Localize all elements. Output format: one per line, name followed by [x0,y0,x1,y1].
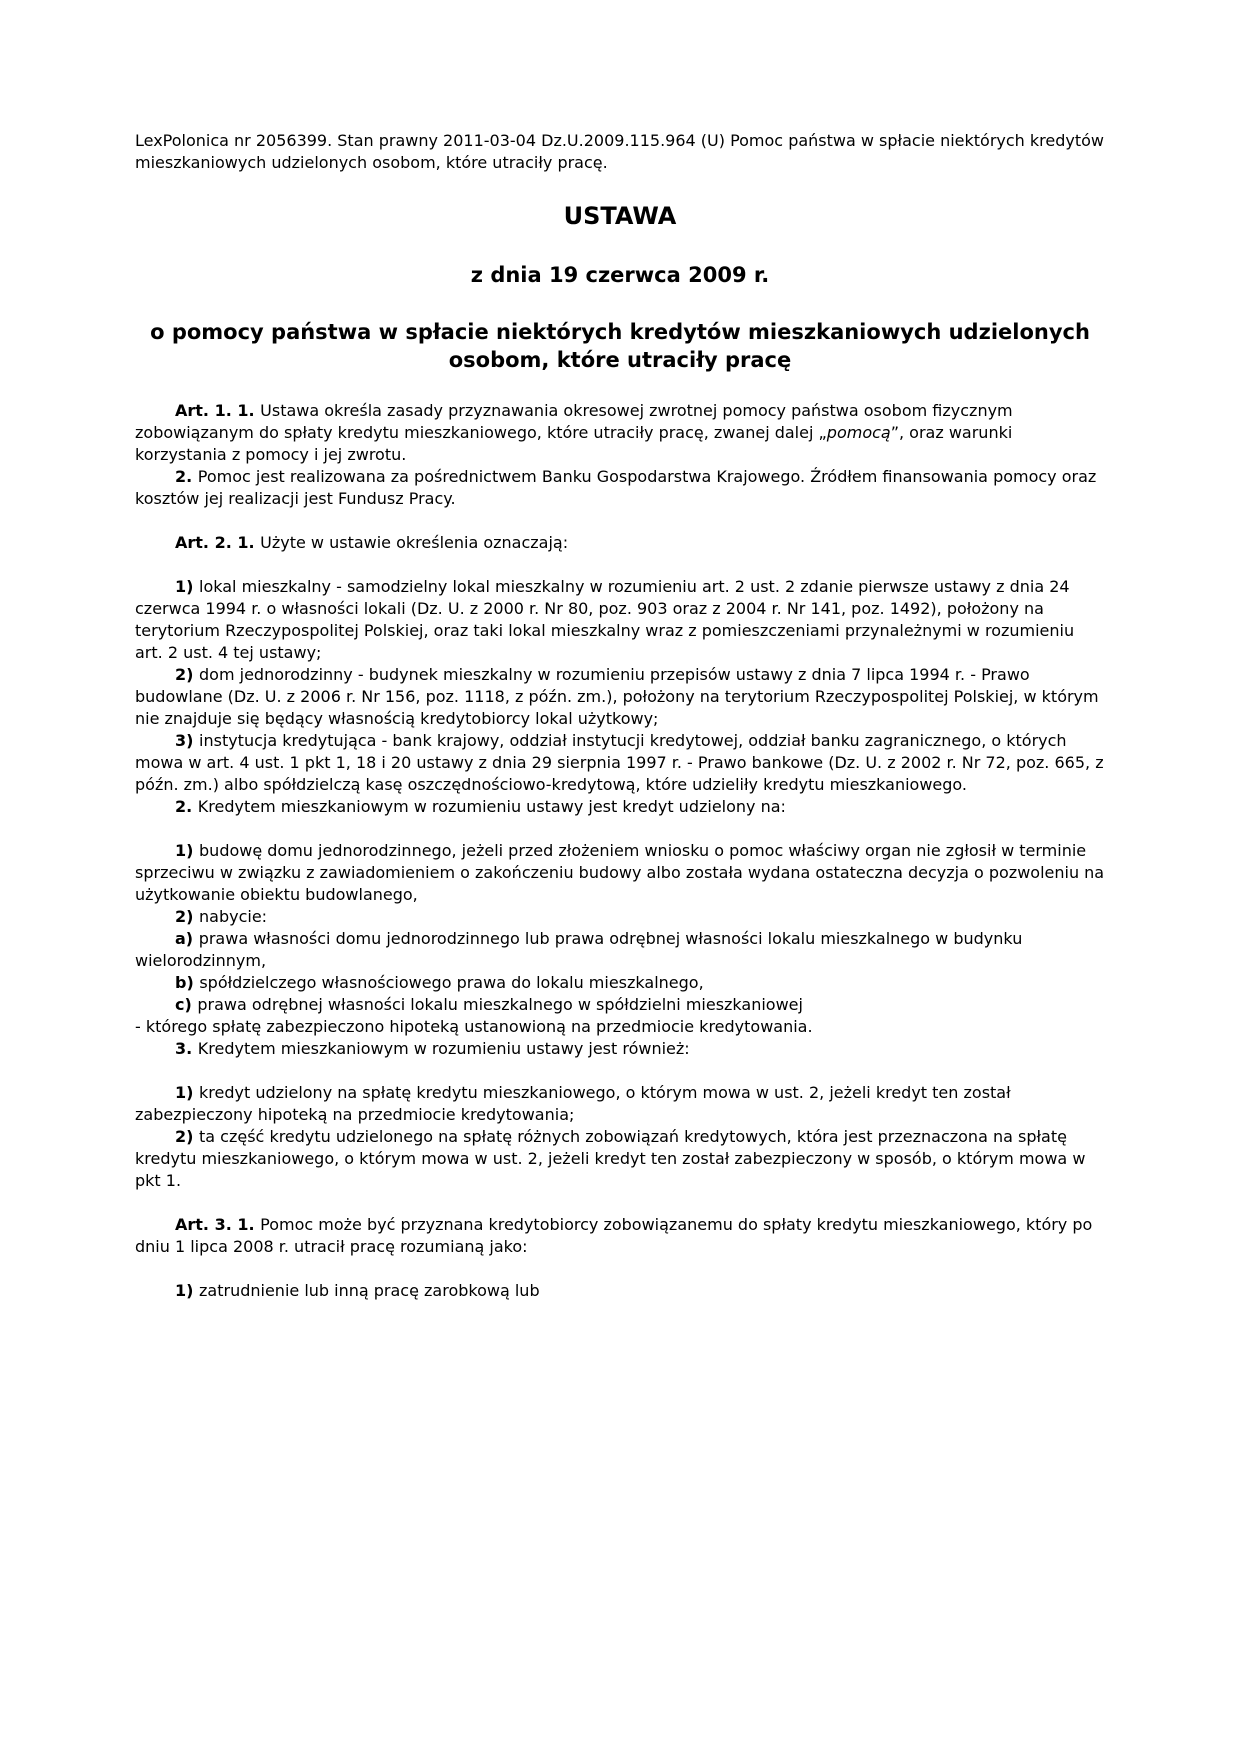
paragraph-marker: a) [175,929,199,948]
document-body [135,400,1105,1302]
paragraph-text: - którego spłatę zabezpieczono hipoteką ustanowioną na przedmiocie kredytowania. [135,1017,813,1036]
paragraph-marker: 2) [175,665,200,684]
paragraph-text: budowę domu jednorodzinnego, jeżeli przed złożeniem wniosku o pomoc właściwy organ nie zgłosił w terminie sprzeciwu w związku z zawiadomieniem o zakończeniu budowy albo została wydana ostateczna decyzja o pozwoleniu na użytkowanie obiektu budowlanego, [135,841,1105,904]
paragraph-marker: c) [175,995,198,1014]
paragraph-text: lokal mieszkalny - samodzielny lokal mieszkalny w rozumieniu art. 2 ust. 2 zdanie pierwsze ustawy z dnia 24 czerwca 1994 r. o własności lokali (Dz. U. z 2000 r. Nr 80, poz. 903 oraz z 2004 r. Nr 141, poz. 1492), położony na terytorium Rzeczypospolitej Polskiej, oraz taki lokal mieszkalny wraz z pomieszczeniami przynależnymi w rozumieniu art. 2 ust. 4 tej ustawy; [135,577,1075,662]
paragraph [135,906,1105,928]
paragraph-text: zatrudnienie lub inną pracę zarobkową lub [199,1281,540,1300]
paragraph [135,972,1105,994]
paragraph-marker: 1) [175,841,200,860]
paragraph [135,1016,1105,1038]
paragraph-text: prawa własności domu jednorodzinnego lub prawa odrębnej własności lokalu mieszkalnego w budynku wielorodzinnym, [135,929,1023,970]
paragraph-marker: 2. [175,467,198,486]
paragraph [135,400,1105,466]
paragraph-text: Użyte w ustawie określenia oznaczają: [260,533,569,552]
paragraph [135,576,1105,664]
paragraph-text: ta część kredytu udzielonego na spłatę różnych zobowiązań kredytowych, która jest przeznaczona na spłatę kredytu mieszkaniowego, o którym mowa w ust. 2, jeżeli kredyt ten został zabezpieczony w sposób, o którym mowa w pkt 1. [135,1127,1086,1190]
act-date: z dnia 19 czerwca 2009 r. [470,263,770,287]
paragraph [135,994,1105,1016]
paragraph-text: Pomoc może być przyznana kredytobiorcy zobowiązanemu do spłaty kredytu mieszkaniowego, który po dniu 1 lipca 2008 r. utracił pracę rozumianą jako: [135,1215,1093,1256]
paragraph-text: Kredytem mieszkaniowym w rozumieniu ustawy jest kredyt udzielony na: [197,797,786,816]
paragraph-marker: 1) [175,577,200,596]
paragraph-text: dom jednorodzinny - budynek mieszkalny w rozumieniu przepisów ustawy z dnia 7 lipca 1994 r. - Prawo budowlane (Dz. U. z 2006 r. Nr 156, poz. 1118, z późn. zm.), położony na terytorium Rzeczypospolitej Polskiej, w którym nie znajduje się będący własnością kredytobiorcy lokal użytkowy; [135,665,1099,728]
paragraph-text: spółdzielczego własnościowego prawa do lokalu mieszkalnego, [199,973,704,992]
paragraph [135,664,1105,730]
paragraph-text: Pomoc jest realizowana za pośrednictwem Banku Gospodarstwa Krajowego. Źródłem finansowania pomocy oraz kosztów jej realizacji jest Fundusz Pracy. [135,467,1097,508]
act-title: USTAWA [563,202,677,230]
paragraph-marker: 3) [175,731,200,750]
paragraph [135,532,1105,554]
paragraph-marker: 1) [175,1281,200,1300]
paragraph-text: nabycie: [199,907,268,926]
paragraph [135,796,1105,818]
paragraph [135,840,1105,906]
paragraph-marker: Art. 3. 1. [175,1215,261,1234]
paragraph-text: kredyt udzielony na spłatę kredytu mieszkaniowego, o którym mowa w ust. 2, jeżeli kredyt ten został zabezpieczony hipoteką na przedmiocie kredytowania; [135,1083,1011,1124]
paragraph-marker: b) [175,973,200,992]
paragraph [135,928,1105,972]
paragraph [135,1214,1105,1258]
paragraph [135,1038,1105,1060]
paragraph-text: Kredytem mieszkaniowym w rozumieniu ustawy jest również: [197,1039,690,1058]
document-header-note: LexPolonica nr 2056399. Stan prawny 2011-03-04 Dz.U.2009.115.964 (U) Pomoc państwa w spłacie niektórych kredytów mieszkaniowych udzielonych osobom, które utraciły pracę. [135,131,1104,172]
paragraph-marker: 2. [175,797,198,816]
paragraph-marker: Art. 1. 1. [175,401,261,420]
paragraph-marker: 2) [175,1127,200,1146]
paragraph [135,1280,1105,1302]
paragraph [135,730,1105,796]
paragraph [135,1082,1105,1126]
paragraph-marker: 1) [175,1083,200,1102]
paragraph [135,1126,1105,1192]
act-subject: o pomocy państwa w spłacie niektórych kredytów mieszkaniowych udzielonych osobom, które utraciły pracę [150,320,1090,372]
paragraph [135,466,1105,510]
paragraph-marker: 3. [175,1039,198,1058]
paragraph-marker: 2) [175,907,200,926]
paragraph-text: Ustawa określa zasady przyznawania okresowej zwrotnej pomocy państwa osobom fizycznym zobowiązanym do spłaty kredytu mieszkaniowego, które utraciły pracę, zwanej dalej „ [135,401,1013,442]
paragraph-text: prawa odrębnej własności lokalu mieszkalnego w spółdzielni mieszkaniowej [197,995,803,1014]
paragraph-marker: Art. 2. 1. [175,533,261,552]
paragraph-text: instytucja kredytująca - bank krajowy, oddział instytucji kredytowej, oddział banku zagranicznego, o których mowa w art. 4 ust. 1 pkt 1, 18 i 20 ustawy z dnia 29 sierpnia 1997 r. - Prawo bankowe (Dz. U. z 2002 r. Nr 72, poz. 665, z późn. zm.) albo spółdzielczą kasę oszczędnościowo-kredytową, które udzieliły kredytu mieszkaniowego. [135,731,1104,794]
paragraph-text: pomocą [826,423,891,442]
paragraph-text: ”, oraz warunki korzystania z pomocy i jej zwrotu. [135,423,1013,464]
